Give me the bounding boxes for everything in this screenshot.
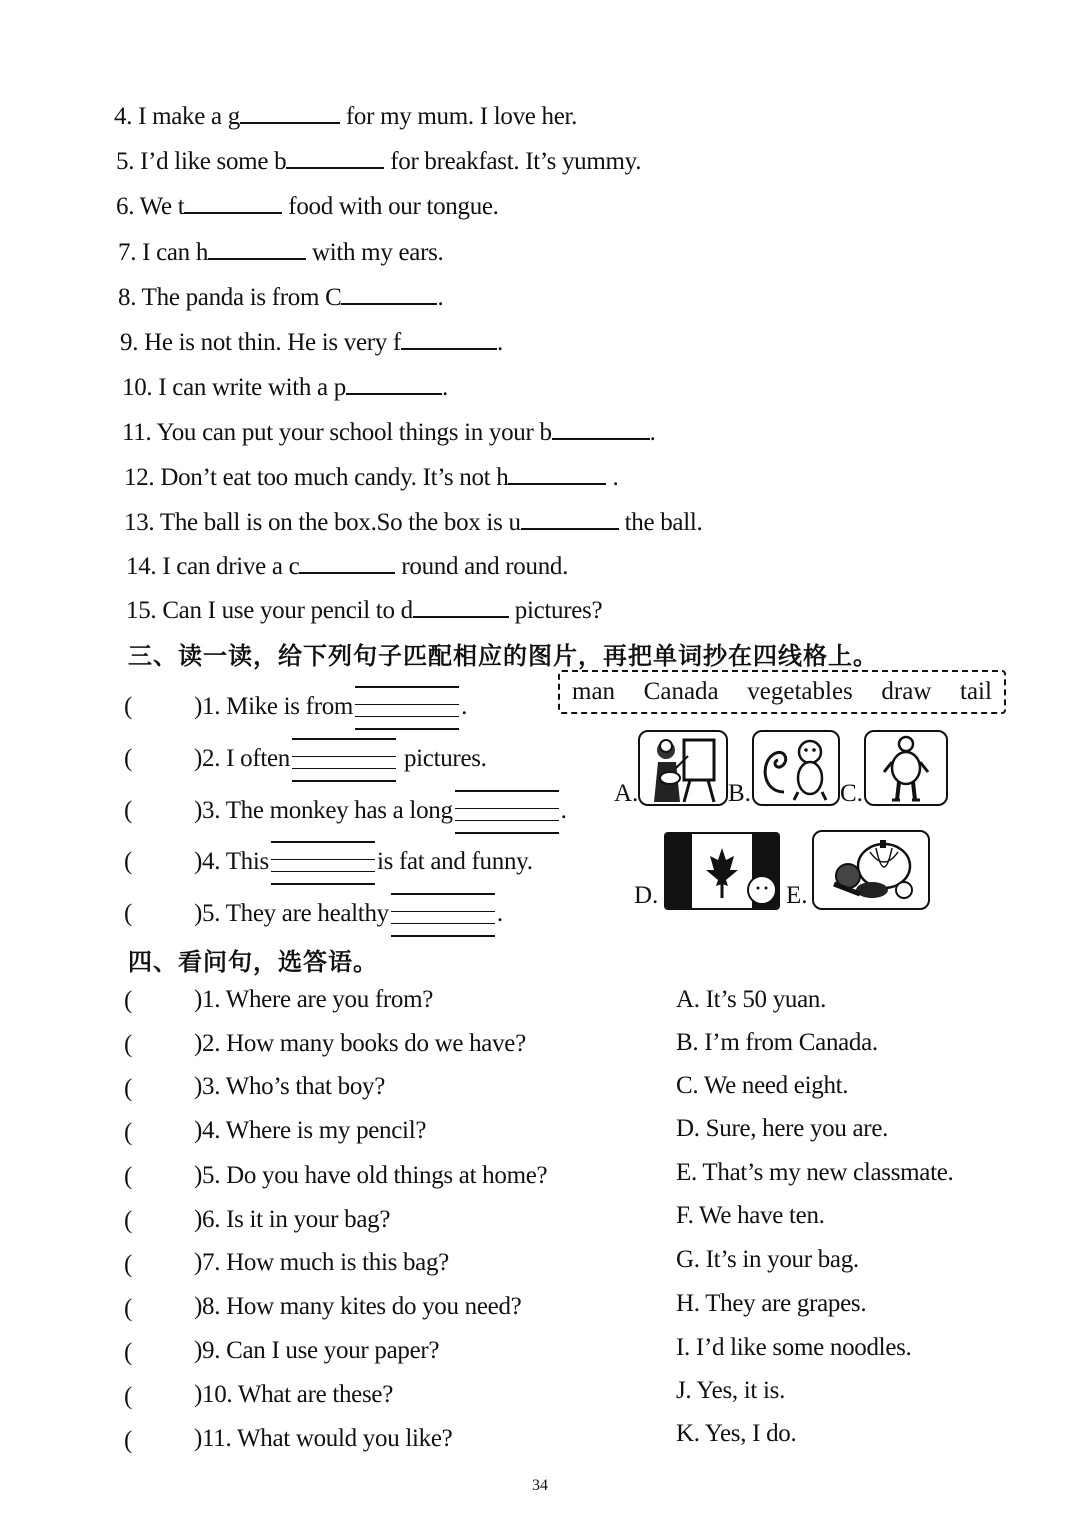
fill-in-item [122,371,448,403]
picture-label: E. [786,882,808,909]
close-paren: ) [194,986,203,1013]
answer-paren[interactable]: ( [124,1075,133,1102]
picture-label: B. [728,780,751,807]
match-item [194,796,567,826]
fill-in-item [124,506,702,538]
item-number: 12. [124,464,155,491]
question-item [194,1161,547,1191]
fill-in-item [124,461,618,493]
answer-blank[interactable] [240,100,340,124]
answer-option: D. Sure, here you are. [676,1115,889,1142]
close-paren: ) [194,1249,203,1276]
item-number: 4. [202,848,221,875]
answer-blank[interactable] [521,506,619,530]
answer-option: K. Yes, I do. [676,1420,797,1447]
four-line-grid[interactable] [391,899,495,929]
answer-option: F. We have ten. [676,1202,825,1229]
item-suffix: for my mum. I love her. [345,103,578,130]
picture-label: C. [840,780,863,807]
item-suffix: . [612,464,619,491]
fill-in-item [126,594,602,626]
close-paren: ) [194,1337,203,1364]
question-item [194,1424,452,1454]
item-number: 11. [122,419,152,446]
painter-icon [638,730,728,806]
page-number: 34 [532,1477,548,1494]
word-bank-item: draw [881,678,932,705]
word-bank-item: tail [960,678,992,705]
match-item [194,692,467,722]
item-prefix: I make a g [138,103,240,130]
item-suffix: with my ears. [311,239,444,266]
close-paren: ) [194,1425,203,1452]
fill-in-item [116,145,641,177]
answer-blank[interactable] [208,236,306,260]
match-item [194,847,533,877]
question-text: 8. How many kites do you need? [202,1293,522,1320]
question-item [194,1205,390,1235]
item-suffix: . [649,419,656,446]
item-suffix: . [496,900,503,927]
item-prefix: The panda is from C [141,284,342,311]
answer-blank[interactable] [286,145,384,169]
item-number: 15. [126,597,157,624]
question-text: 11. What would you like? [202,1425,453,1452]
fill-in-item [116,190,499,222]
close-paren: ) [194,693,203,720]
question-item [194,1336,439,1366]
question-item [194,1248,449,1278]
answer-paren[interactable]: ( [124,1251,133,1278]
item-number: 10. [122,374,153,401]
word-bank-item: vegetables [747,678,853,705]
item-number: 13. [124,509,155,536]
item-prefix: I’d like some b [140,148,287,175]
match-item [194,899,503,929]
fill-in-item [118,281,443,313]
answer-option: C. We need eight. [676,1072,849,1099]
four-line-grid[interactable] [271,847,375,877]
question-item [194,985,433,1015]
item-prefix: Mike is from [226,693,354,720]
close-paren: ) [194,745,203,772]
question-text: 5. Do you have old things at home? [202,1162,548,1189]
match-item [194,744,487,774]
fill-in-item [122,416,656,448]
item-suffix: the ball. [624,509,703,536]
item-number: 4. [114,103,133,130]
answer-paren[interactable]: ( [124,1383,133,1410]
item-number: 2. [202,745,221,772]
answer-option: B. I’m from Canada. [676,1029,878,1056]
item-number: 3. [202,797,221,824]
picture-label: D. [634,882,659,909]
item-suffix: pictures? [514,597,603,624]
fat-man-icon [864,730,948,806]
vegetables-icon [812,830,930,910]
answer-blank[interactable] [413,594,509,618]
answer-paren[interactable]: ( [124,693,133,720]
answer-option: H. They are grapes. [676,1290,867,1317]
item-prefix: Can I use your pencil to d [162,597,413,624]
question-text: 1. Where are you from? [202,986,434,1013]
fill-in-item [120,326,503,358]
close-paren: ) [194,1073,203,1100]
item-number: 6. [116,193,135,220]
question-text: 4. Where is my pencil? [202,1117,427,1144]
answer-paren[interactable]: ( [124,1119,133,1146]
answer-paren[interactable]: ( [124,900,133,927]
item-suffix: . [461,693,468,720]
question-text: 10. What are these? [202,1381,393,1408]
fill-in-item [126,550,568,582]
answer-paren[interactable]: ( [124,1207,133,1234]
question-item [194,1292,521,1322]
item-suffix: round and round. [401,553,569,580]
item-suffix: for breakfast. It’s yummy. [390,148,642,175]
item-suffix: food with our tongue. [288,193,499,220]
answer-blank[interactable] [346,371,442,395]
answer-blank[interactable] [401,326,497,350]
answer-paren[interactable]: ( [124,987,133,1014]
close-paren: ) [194,900,203,927]
item-suffix: is fat and funny. [376,848,533,875]
answer-paren[interactable]: ( [124,1339,133,1366]
item-prefix: I can write with a p [158,374,346,401]
answer-paren[interactable]: ( [124,1163,133,1190]
word-bank-item: man [572,678,616,705]
answer-option: I. I’d like some noodles. [676,1334,912,1361]
picture-label: A. [614,780,639,807]
item-prefix: The monkey has a long [225,797,453,824]
section-4-heading: 四、看问句，选答语。 [128,948,378,976]
close-paren: ) [194,1293,203,1320]
item-prefix: I can drive a c [162,553,300,580]
item-prefix: We t [139,193,185,220]
answer-option: A. It’s 50 yuan. [676,986,827,1013]
item-prefix: I often [226,745,290,772]
item-prefix: This [225,848,269,875]
item-number: 5. [116,148,135,175]
question-item [194,1029,526,1059]
close-paren: ) [194,1162,203,1189]
word-bank [558,670,1006,714]
canada-flag-icon [664,832,780,910]
item-suffix: . [496,329,503,356]
answer-paren[interactable]: ( [124,1427,133,1454]
item-suffix: . [437,284,444,311]
four-line-grid[interactable] [355,692,459,722]
answer-blank[interactable] [552,416,650,440]
fill-in-item [118,236,443,268]
word-bank-item: Canada [643,678,719,705]
item-prefix: You can put your school things in your b [156,419,552,446]
close-paren: ) [194,1117,203,1144]
question-item [194,1116,426,1146]
monkey-icon [752,730,840,806]
item-number: 1. [202,693,221,720]
answer-paren[interactable]: ( [124,1295,133,1322]
fill-in-item [114,100,577,132]
answer-paren[interactable]: ( [124,797,133,824]
item-number: 5. [202,900,221,927]
answer-paren[interactable]: ( [124,848,133,875]
item-prefix: I can h [142,239,209,266]
answer-option: J. Yes, it is. [676,1377,786,1404]
close-paren: ) [194,1206,203,1233]
item-prefix: He is not thin. He is very f [144,329,401,356]
question-text: 6. Is it in your bag? [202,1206,391,1233]
question-text: 3. Who’s that boy? [202,1073,386,1100]
answer-blank[interactable] [508,461,606,485]
item-suffix: pictures. [403,745,487,772]
answer-blank[interactable] [184,190,282,214]
answer-option: E. That’s my new classmate. [676,1159,954,1186]
item-prefix: Don’t eat too much candy. It’s not h [160,464,509,491]
item-number: 7. [118,239,137,266]
four-line-grid[interactable] [292,744,396,774]
section-3-heading: 三、读一读，给下列句子匹配相应的图片，再把单词抄在四线格上。 [128,642,878,670]
question-text: 9. Can I use your paper? [202,1337,440,1364]
close-paren: ) [194,797,203,824]
item-number: 9. [120,329,139,356]
answer-blank[interactable] [341,281,437,305]
item-prefix: They are healthy [225,900,389,927]
answer-paren[interactable]: ( [124,745,133,772]
answer-paren[interactable]: ( [124,1031,133,1058]
question-text: 7. How much is this bag? [202,1249,449,1276]
question-item [194,1072,385,1102]
close-paren: ) [194,1381,203,1408]
answer-option: G. It’s in your bag. [676,1246,859,1273]
item-number: 14. [126,553,157,580]
item-suffix: . [442,374,448,401]
item-number: 8. [118,284,137,311]
four-line-grid[interactable] [455,796,559,826]
close-paren: ) [194,1030,203,1057]
answer-blank[interactable] [299,550,395,574]
item-prefix: The ball is on the box.So the box is u [159,509,521,536]
question-item [194,1380,393,1410]
close-paren: ) [194,848,203,875]
question-text: 2. How many books do we have? [202,1030,526,1057]
item-suffix: . [560,797,567,824]
